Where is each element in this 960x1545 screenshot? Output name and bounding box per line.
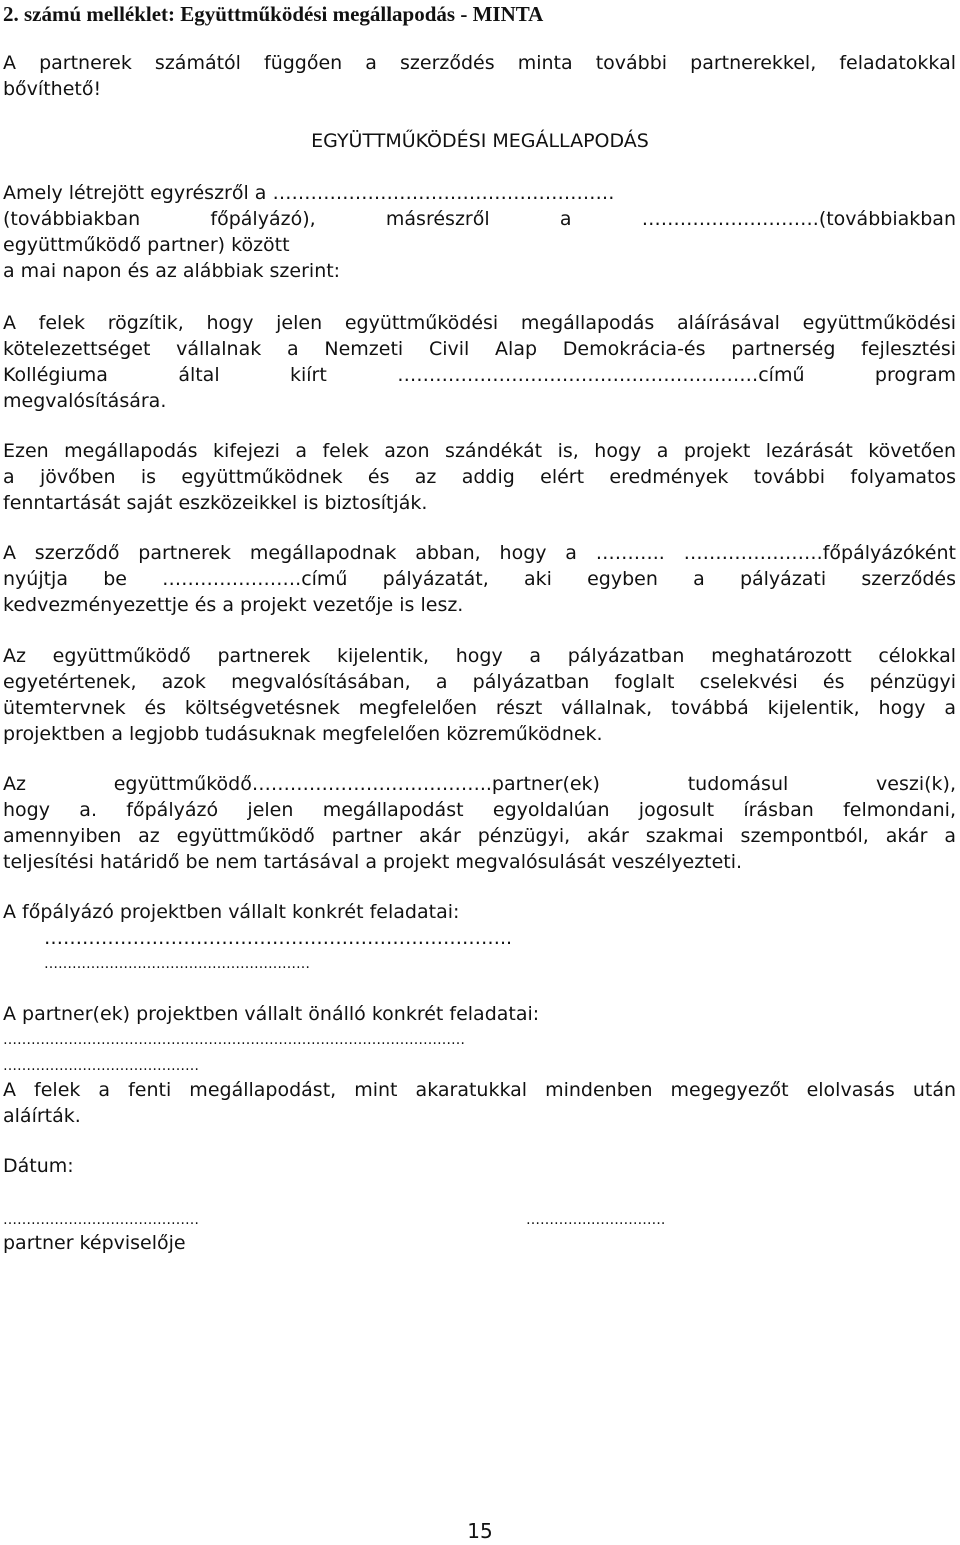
paragraph-line: kötelezettséget vállalnak a Nemzeti Civil Alap Demokrácia-és partnerség fejlesztési bbox=[3, 338, 956, 360]
paragraph-line: Az együttműködő partnerek kijelentik, hogy a pályázatban meghatározott célokkal bbox=[3, 645, 956, 667]
closing-line: aláírták. bbox=[3, 1105, 81, 1127]
intro-line: bővíthető! bbox=[3, 78, 102, 100]
paragraph-line: hogy a. főpályázó jelen megállapodást egyoldalúan jogosult írásban felmondani, bbox=[3, 799, 956, 821]
paragraph-line: a jövőben is együttműködnek és az addig elért eredmények további folyamatos bbox=[3, 466, 956, 488]
intro-line: A partnerek számától függően a szerződés minta további partnerekkel, feladatokkal bbox=[3, 52, 956, 74]
signature-line-right: …………..……………. bbox=[526, 1212, 666, 1228]
lead-tasks-label: A főpályázó projektben vállalt konkrét feladatai: bbox=[3, 901, 460, 923]
closing-line: A felek a fenti megállapodást, mint akaratukkal mindenben megegyezőt elolvasás után bbox=[3, 1079, 956, 1101]
paragraph-line: teljesítési határidő be nem tartásával a projekt megvalósulását veszélyezteti. bbox=[3, 851, 743, 873]
parties-line: a mai napon és az alábbiak szerint: bbox=[3, 260, 341, 282]
annex-title: 2. számú melléklet: Együttműködési megállapodás - MINTA bbox=[3, 2, 544, 26]
paragraph-line: projektben a legjobb tudásuknak megfelelően közreműködnek. bbox=[3, 723, 603, 745]
paragraph-line: A szerződő partnerek megállapodnak abban, hogy a ……….. ………………….főpályázóként bbox=[3, 542, 956, 564]
lead-tasks-blank: ……………………………………………………………….. bbox=[44, 927, 513, 949]
paragraph-line: fenntartását saját eszközeikkel is biztosítják. bbox=[3, 492, 428, 514]
paragraph-line: egyetértenek, azok megvalósításában, a pályázatban foglalt cselekvési és pénzügyi bbox=[3, 671, 956, 693]
parties-line: Amely létrejött egyrészről a ……………………………………………… bbox=[3, 182, 615, 204]
parties-line: együttműködő partner) között bbox=[3, 234, 290, 256]
paragraph-line: nyújtja be ………………….című pályázatát, aki egyben a pályázati szerződés bbox=[3, 568, 956, 590]
document-title: EGYÜTTMŰKÖDÉSI MEGÁLLAPODÁS bbox=[311, 130, 649, 152]
paragraph-line: megvalósítására. bbox=[3, 390, 167, 412]
paragraph-line: Kollégiuma által kiírt …………………………………………………című program bbox=[3, 364, 956, 386]
signature-line-left: …………………………………… bbox=[3, 1212, 199, 1228]
paragraph-line: amennyiben az együttműködő partner akár pénzügyi, akár szakmai szempontból, akár a bbox=[3, 825, 956, 847]
partner-tasks-blank: ……………………………………………………………………………………… bbox=[3, 1032, 465, 1048]
paragraph-line: A felek rögzítik, hogy jelen együttműködési megállapodás aláírásával együttműködési bbox=[3, 312, 956, 334]
date-label: Dátum: bbox=[3, 1155, 74, 1177]
partner-tasks-label: A partner(ek) projektben vállalt önálló konkrét feladatai: bbox=[3, 1003, 540, 1025]
paragraph-line: ütemtervnek és költségvetésnek megfelelően részt vállalnak, továbbá kijelentik, hogy a bbox=[3, 697, 956, 719]
page-number: 15 bbox=[467, 1519, 493, 1543]
parties-line: (továbbiakban főpályázó), másrészről a ……………………….(továbbiakban bbox=[3, 208, 956, 230]
paragraph-line: Ezen megállapodás kifejezi a felek azon szándékát is, hogy a projekt lezárását követően bbox=[3, 440, 956, 462]
paragraph-line: kedvezményezettje és a projekt vezetője is lesz. bbox=[3, 594, 464, 616]
signature-label-partner: partner képviselője bbox=[3, 1232, 186, 1254]
partner-tasks-blank: …………………………………… bbox=[3, 1058, 199, 1074]
paragraph-line: Az együttműködő………………………………..partner(ek) tudomásul veszi(k), bbox=[3, 773, 956, 795]
lead-tasks-blank: ………………………………………………… bbox=[44, 956, 310, 972]
